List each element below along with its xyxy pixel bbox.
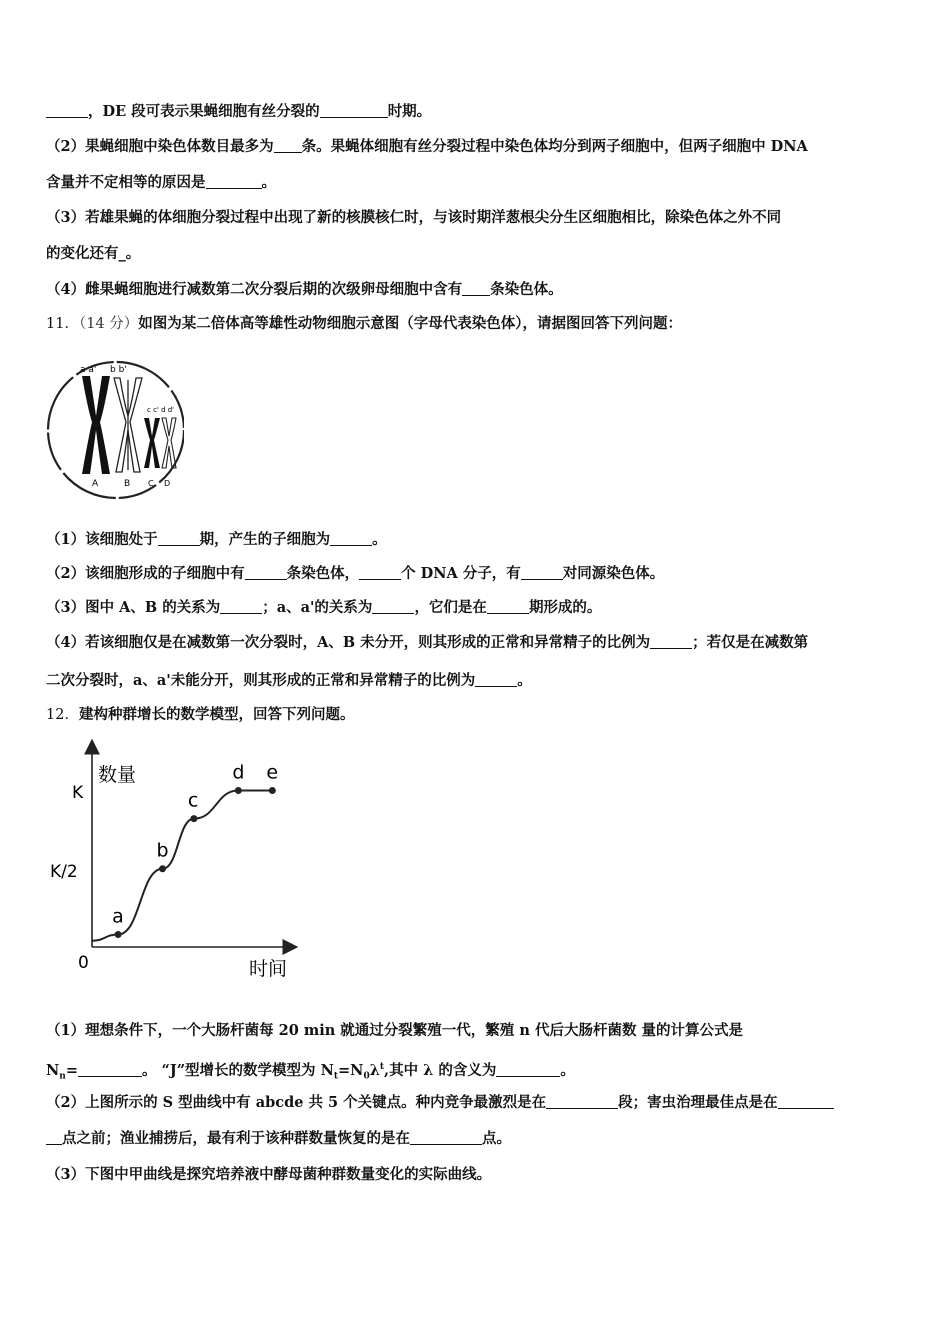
- point-e: [269, 787, 276, 794]
- blank[interactable]: [487, 599, 529, 614]
- blank[interactable]: [46, 103, 88, 118]
- blank[interactable]: [521, 565, 563, 580]
- label-C: C: [148, 479, 154, 488]
- point-label-d: d: [232, 761, 245, 784]
- s-curve-chart: [44, 735, 304, 985]
- q12-part1-line1: （1）理想条件下，一个大肠杆菌每 20 min 就通过分裂繁殖一代，繁殖 n 代后大肠杆菌数 量的计算公式是: [46, 1022, 743, 1039]
- q10-part2-line1: （2）果蝇细胞中染色体数目最多为 条。果蝇体细胞有丝分裂过程中染色体均分到两子细胞中，但两子细胞中 DNA: [46, 138, 808, 155]
- point-label-b: b: [156, 839, 169, 862]
- q11-part2: （2）该细胞形成的子细胞中有 条染色体， 个 DNA 分子，有 对同源染色体。: [46, 565, 665, 582]
- q11-part4-line1: （4）若该细胞仅是在减数第一次分裂时，A、B 未分开，则其形成的正常和异常精子的比例为 ；若仅是在减数第: [46, 634, 809, 651]
- label-b-pair: b b': [110, 365, 127, 375]
- q12-part3: （3）下图中甲曲线是探究培养液中酵母菌种群数量变化的实际曲线。: [46, 1166, 492, 1183]
- blank[interactable]: [410, 1130, 482, 1145]
- q10-line1: ，DE 段可表示果蝇细胞有丝分裂的 时期。: [46, 102, 906, 122]
- blank[interactable]: [158, 531, 200, 546]
- blank[interactable]: [245, 565, 287, 580]
- blank[interactable]: [206, 174, 262, 189]
- blank[interactable]: [330, 531, 372, 546]
- q12-part2-line2: 点之前；渔业捕捞后，最有利于该种群数量恢复的是在 点。: [46, 1129, 906, 1149]
- q10-part4: （4）雌果蝇细胞进行减数第二次分裂后期的次级卵母细胞中含有 条染色体。: [46, 281, 563, 298]
- point-label-a: a: [112, 905, 124, 928]
- q11-part3: （3）图中 A、B 的关系为 ；a、a'的关系为 ，它们是在 期形成的。: [46, 599, 602, 616]
- blank[interactable]: [78, 1062, 142, 1077]
- blank[interactable]: [650, 634, 692, 649]
- blank[interactable]: [778, 1094, 834, 1109]
- chromosome-B: [114, 378, 142, 472]
- blank[interactable]: [372, 599, 414, 614]
- point-a: [115, 931, 122, 938]
- y-tick-K2: K/2: [50, 862, 78, 882]
- label-A: A: [92, 479, 99, 489]
- point-label-e: e: [266, 761, 279, 784]
- origin-label: 0: [78, 953, 89, 973]
- blank[interactable]: [462, 281, 490, 296]
- y-axis-label: 数量: [98, 764, 137, 786]
- blank[interactable]: [220, 599, 262, 614]
- label-B: B: [124, 479, 131, 489]
- q10-part2-line2: 含量并不定相等的原因是 。: [46, 174, 276, 191]
- cell-membrane: [48, 362, 184, 498]
- point-label-c: c: [187, 789, 199, 812]
- blank[interactable]: [274, 138, 302, 153]
- blank[interactable]: [320, 103, 388, 118]
- q10-part3-line1: （3）若雄果蝇的体细胞分裂过程中出现了新的核膜核仁时，与该时期洋葱根尖分生区细胞相比，除染色体之外不同: [46, 209, 782, 226]
- chromosome-D: [162, 418, 176, 468]
- blank[interactable]: [496, 1062, 560, 1077]
- x-axis-label: 时间: [249, 958, 288, 980]
- q11-part4-line2: 二次分裂时，a、a'未能分开，则其形成的正常和异常精子的比例为 。: [46, 672, 532, 689]
- blank[interactable]: [359, 565, 401, 580]
- q12-part1-line2: $N_n=$ 。 “J”型增长的数学模型为 $N_t=N_0\lambda^t$,其中 λ 的含义为 。: [46, 1061, 575, 1082]
- label-cd-pair: c c' d d': [147, 406, 175, 414]
- chromosome-figure: [44, 350, 184, 500]
- point-c: [190, 815, 197, 822]
- blank[interactable]: [475, 672, 517, 687]
- q11-stem: 11．（14 分）如图为某二倍体高等雄性动物细胞示意图（字母代表染色体），请据图回答下列问题：: [46, 315, 683, 332]
- point-b: [159, 865, 166, 872]
- blank[interactable]: [46, 1130, 62, 1145]
- q10-part3-line2: 的变化还有_。: [46, 245, 141, 262]
- q11-part1: （1）该细胞处于 期，产生的子细胞为 。: [46, 531, 387, 548]
- blank[interactable]: [546, 1094, 618, 1109]
- label-D: D: [164, 479, 171, 488]
- q12-stem: 12．建构种群增长的数学模型，回答下列问题。: [46, 706, 355, 723]
- point-d: [235, 787, 242, 794]
- y-tick-K: K: [72, 783, 84, 803]
- label-a-pair: a a': [80, 365, 97, 375]
- chromosome-C: [144, 418, 160, 468]
- chromosome-A: [82, 376, 110, 474]
- q12-part2-line1: （2）上图所示的 S 型曲线中有 abcde 共 5 个关键点。种内竞争最激烈是在 段；害虫治理最佳点是在: [46, 1093, 906, 1113]
